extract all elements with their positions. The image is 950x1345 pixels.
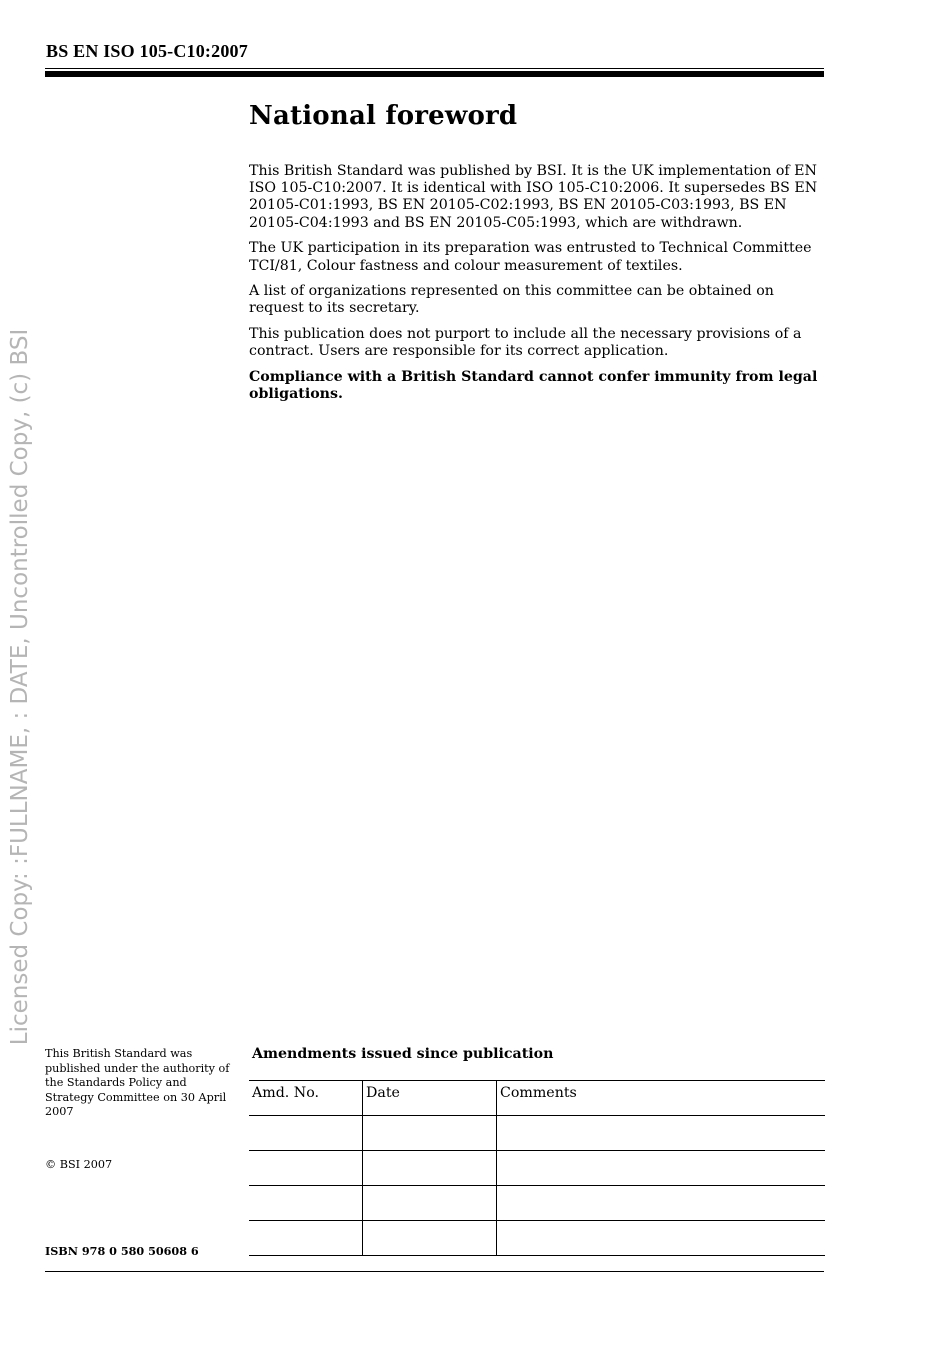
table-row [249,1116,825,1151]
header-rule-thin [45,68,824,69]
table-cell [249,1186,363,1221]
column-header-amd-no: Amd. No. [249,1081,363,1116]
amendments-title: Amendments issued since publication [252,1046,554,1062]
foreword-paragraph: This publication does not purport to include all the necessary provisions of a contract. Users are responsible for its correct application. [249,326,802,360]
footer-rule [45,1271,824,1272]
table-cell [497,1116,826,1151]
table-cell [497,1151,826,1186]
copyright-notice: © BSI 2007 [45,1158,113,1171]
column-header-date: Date [363,1081,497,1116]
compliance-note: Compliance with a British Standard cannot confer immunity from legal obligations. [249,369,818,403]
table-cell [363,1151,497,1186]
table-cell [497,1186,826,1221]
table-cell [363,1221,497,1256]
table-row [249,1186,825,1221]
table-header-row [249,1081,825,1116]
page-title: National foreword [249,101,518,131]
table-cell [363,1186,497,1221]
table-row [249,1221,825,1256]
foreword-body [249,163,829,412]
table-cell [249,1151,363,1186]
table-row [249,1151,825,1186]
table-cell [249,1221,363,1256]
table-cell [363,1116,497,1151]
amendments-table [249,1080,825,1256]
document-id: BS EN ISO 105-C10:2007 [46,41,248,61]
foreword-paragraph: This British Standard was published by BSI. It is the UK implementation of EN ISO 105-C10:2007. It is identical with ISO 105-C10:2006. It supersedes BS EN 20105-C01:1993, BS EN 20105-C02:1993, BS EN 20105-C03:1993, BS EN 20105-C04:1993 and BS EN 20105-C05:1993, which are withdrawn. [249,163,818,231]
license-watermark: Licensed Copy: :FULLNAME, : DATE, Uncontrolled Copy, (c) BSI [7,328,33,1046]
foreword-paragraph: A list of organizations represented on this committee can be obtained on request to its secretary. [249,283,774,317]
foreword-paragraph: The UK participation in its preparation was entrusted to Technical Committee TCI/81, Colour fastness and colour measurement of textiles. [249,240,812,274]
column-header-comments: Comments [497,1081,826,1116]
table-cell [497,1221,826,1256]
isbn: ISBN 978 0 580 50608 6 [45,1244,199,1258]
authority-statement: This British Standard was published under the authority of the Standards Policy and Strategy Committee on 30 April 2007 [45,1047,230,1118]
header-rule-thick [45,71,824,77]
table-cell [249,1116,363,1151]
